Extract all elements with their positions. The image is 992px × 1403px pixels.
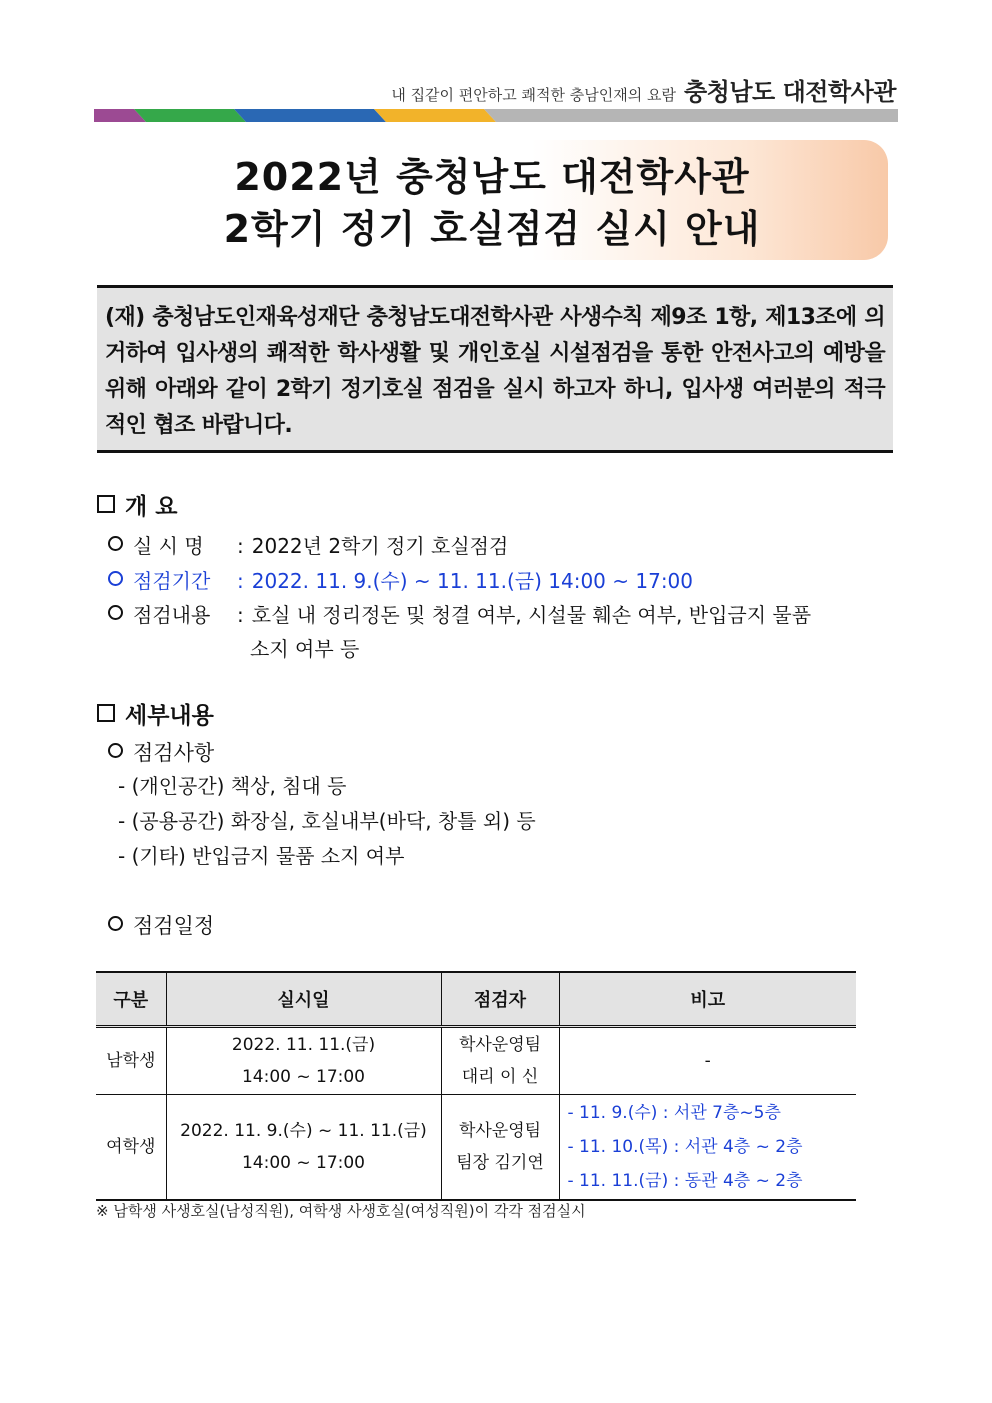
schedule-table xyxy=(96,971,856,1201)
table-header: 점검자 xyxy=(441,972,559,1027)
circle-bullet-icon xyxy=(108,605,123,620)
table-row xyxy=(96,1027,856,1095)
overview-heading-text: 개 요 xyxy=(125,494,178,520)
note-cell xyxy=(559,1095,856,1201)
check-item: - (공용공간) 화장실, 호실내부(바닥, 창틀 외) 등 xyxy=(118,809,536,833)
note-line: - 11. 10.(목) : 서관 4층 ~ 2층 xyxy=(567,1137,803,1157)
footnote: ※ 남학생 사생호실(남성직원), 여학생 사생호실(여성직원)이 각각 점검실시 xyxy=(96,1202,586,1220)
date-cell xyxy=(166,1027,441,1095)
table-header-row xyxy=(96,972,856,1027)
note-cell: - xyxy=(559,1027,856,1095)
check-item: - (개인공간) 책상, 침대 등 xyxy=(118,774,347,798)
overview-value: 호실 내 정리정돈 및 청결 여부, 시설물 훼손 여부, 반입금지 물품 xyxy=(251,603,812,627)
inspector-cell xyxy=(441,1027,559,1095)
details-heading xyxy=(97,697,214,730)
slogan-text: 내 집같이 편안하고 쾌적한 충남인재의 요람 xyxy=(391,86,676,104)
note-line: - 11. 9.(수) : 서관 7층~5층 xyxy=(567,1103,781,1123)
table-header: 비고 xyxy=(559,972,856,1027)
header-slogan xyxy=(391,72,896,107)
date-cell xyxy=(166,1095,441,1201)
inspector-cell xyxy=(441,1095,559,1201)
inspector-name: 대리 이 신 xyxy=(461,1067,539,1087)
overview-value-continued: 소지 여부 등 xyxy=(250,637,360,661)
inspector-team: 학사운영팀 xyxy=(458,1035,542,1055)
time-line: 14:00 ~ 17:00 xyxy=(241,1067,366,1087)
overview-label: 점검내용 xyxy=(133,603,211,627)
circle-bullet-icon xyxy=(108,743,123,758)
overview-item-name: 실 시 명 : 2022년 2학기 정기 호실점검 xyxy=(108,530,508,559)
overview-label: 점검기간 xyxy=(133,569,211,593)
document-title-line2: 2학기 정기 호실점검 실시 안내 xyxy=(223,207,761,251)
document-title-line1: 2022년 충청남도 대전학사관 xyxy=(234,155,750,199)
brand-name: 충청남도 대전학사관 xyxy=(683,78,896,106)
intro-paragraph: (재) 충청남도인재육성재단 충청남도대전학사관 사생수칙 제9조 1항, 제13조에 의거하여 입사생의 쾌적한 학사생활 및 개인호실 시설점검을 통한 안전사고의 예방을 위해 아래와 같이 2학기 정기호실 점검을 실시 하고자 하니, 입사생 여러분의 적극적인 협조 바랍니다. xyxy=(105,305,885,438)
circle-bullet-icon xyxy=(108,536,123,551)
details-heading-text: 세부내용 xyxy=(125,703,214,729)
group-cell: 남학생 xyxy=(96,1027,166,1095)
inspector-team: 학사운영팀 xyxy=(458,1121,542,1141)
overview-item-content: 점검내용 : 호실 내 정리정돈 및 청결 여부, 시설물 훼손 여부, 반입금지 물품 xyxy=(108,599,811,628)
overview-label: 실 시 명 xyxy=(133,534,204,558)
schedule-title-text: 점검일정 xyxy=(133,914,215,938)
header-color-stripe xyxy=(94,109,898,122)
overview-heading xyxy=(97,488,177,521)
note-line: - 11. 11.(금) : 동관 4층 ~ 2층 xyxy=(567,1171,803,1191)
intro-box xyxy=(97,285,893,453)
time-line: 14:00 ~ 17:00 xyxy=(241,1153,366,1173)
overview-value: 2022. 11. 9.(수) ~ 11. 11.(금) 14:00 ~ 17:00 xyxy=(251,569,694,593)
check-item: - (기타) 반입금지 물품 소지 여부 xyxy=(118,844,405,868)
table-row xyxy=(96,1095,856,1201)
date-line: 2022. 11. 9.(수) ~ 11. 11.(금) xyxy=(180,1121,427,1141)
table-header: 구분 xyxy=(96,972,166,1027)
date-line: 2022. 11. 11.(금) xyxy=(231,1035,376,1055)
overview-item-period: 점검기간 : 2022. 11. 9.(수) ~ 11. 11.(금) 14:00 ~ 17:00 xyxy=(108,565,693,594)
checkbox-square-icon xyxy=(97,495,115,513)
schedule-title xyxy=(108,910,214,940)
overview-value: 2022년 2학기 정기 호실점검 xyxy=(251,534,509,558)
circle-bullet-icon xyxy=(108,571,123,586)
inspector-name: 팀장 김기연 xyxy=(456,1153,544,1173)
table-header: 실시일 xyxy=(166,972,441,1027)
checkbox-square-icon xyxy=(97,704,115,722)
group-cell: 여학생 xyxy=(96,1095,166,1201)
check-items-title xyxy=(108,737,214,767)
circle-bullet-icon xyxy=(108,916,123,931)
check-items-title-text: 점검사항 xyxy=(133,741,215,765)
